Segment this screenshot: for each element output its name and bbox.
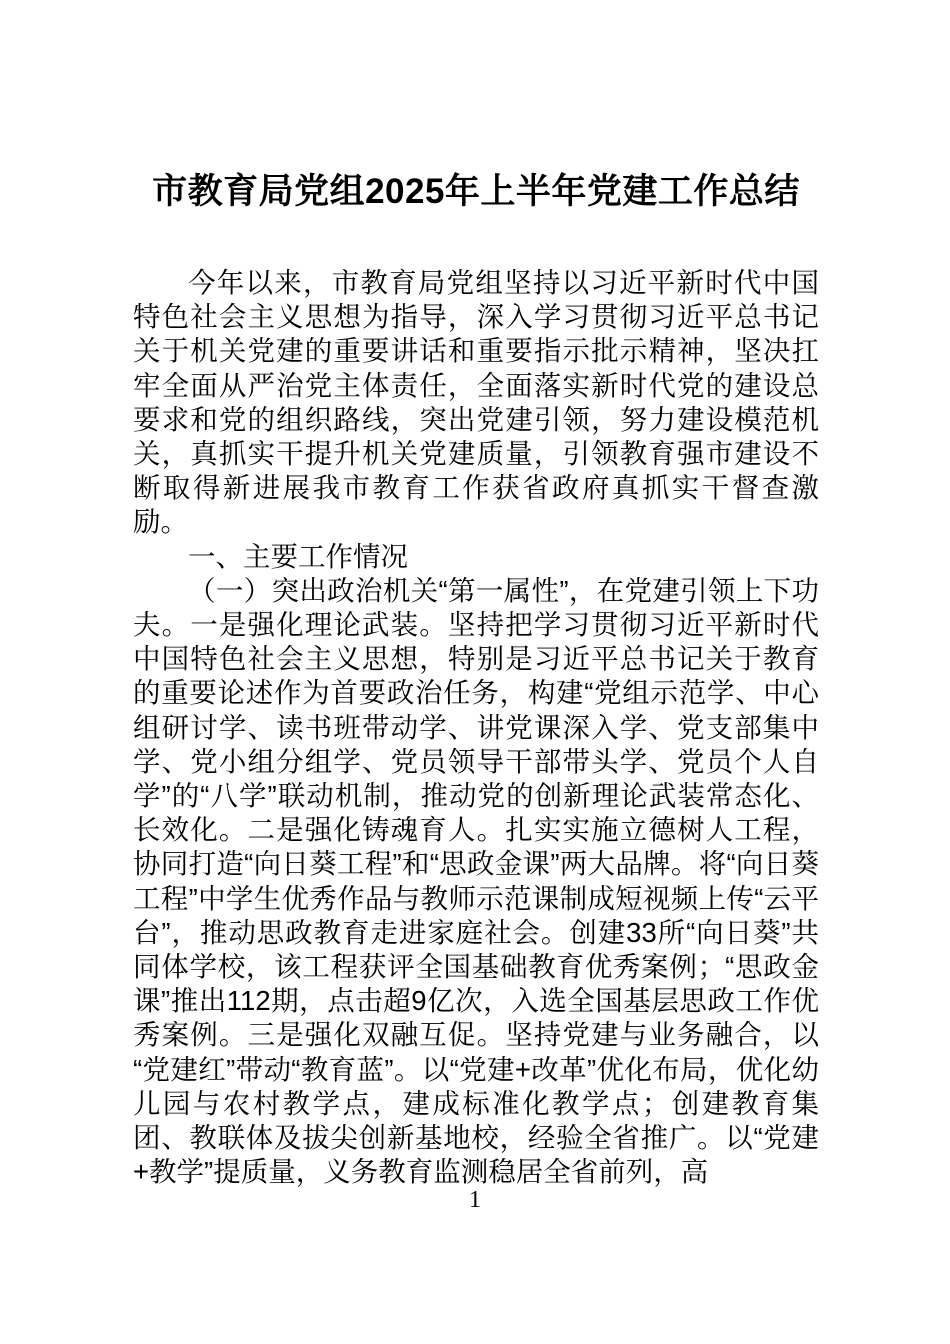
page-title: 市教育局党组2025年上半年党建工作总结: [152, 172, 800, 211]
paragraph-opening: 今年以来，市教育局党组坚持以习近平新时代中国特色社会主义思想为指导，深入学习贯彻习近平总书记关于机关党建的重要讲话和重要指示批示精神，坚决扛牢全面从严治党主体责任，全面落实新时代党的建设总要求和党的组织路线，突出党建引领，努力建设模范机关，真抓实干提升机关党建质量，引领教育强市建设不断取得新进展我市教育工作获省政府真抓实干督查激励。: [133, 267, 819, 538]
heading-section-one: 一、主要工作情况: [188, 540, 408, 572]
document-body: [133, 0, 819, 1189]
page-number: 1: [469, 1187, 481, 1213]
paragraph-subsection-one: （一）突出政治机关“第一属性”，在党建引领上下功夫。一是强化理论武装。坚持把学习贯彻习近平新时代中国特色社会主义思想，特别是习近平总书记关于教育的重要论述作为首要政治任务，构建“党组示范学、中心组研讨学、读书班带动学、讲党课深入学、党支部集中学、党小组分组学、党员领导干部带头学、党员个人自学”的“八学”联动机制，推动党的创新理论武装常态化、长效化。二是强化铸魂育人。扎实实施立德树人工程，协同打造“向日葵工程”和“思政金课”两大品牌。将“向日葵工程”中学生优秀作品与教师示范课制成短视频上传“云平台”，推动思政教育走进家庭社会。创建33所“向日葵”共同体学校，该工程获评全国基础教育优秀案例；“思政金课”推出112期，点击超9亿次，入选全国基层思政工作优秀案例。三是强化双融互促。坚持党建与业务融合，以“党建红”带动“教育蓝”。以“党建+改革”优化布局，优化幼儿园与农村教学点，建成标准化教学点；创建教育集团、教联体及拔尖创新基地校，经验全省推广。以“党建+教学”提质量，义务教育监测稳居全省前列，高: [133, 574, 819, 1188]
